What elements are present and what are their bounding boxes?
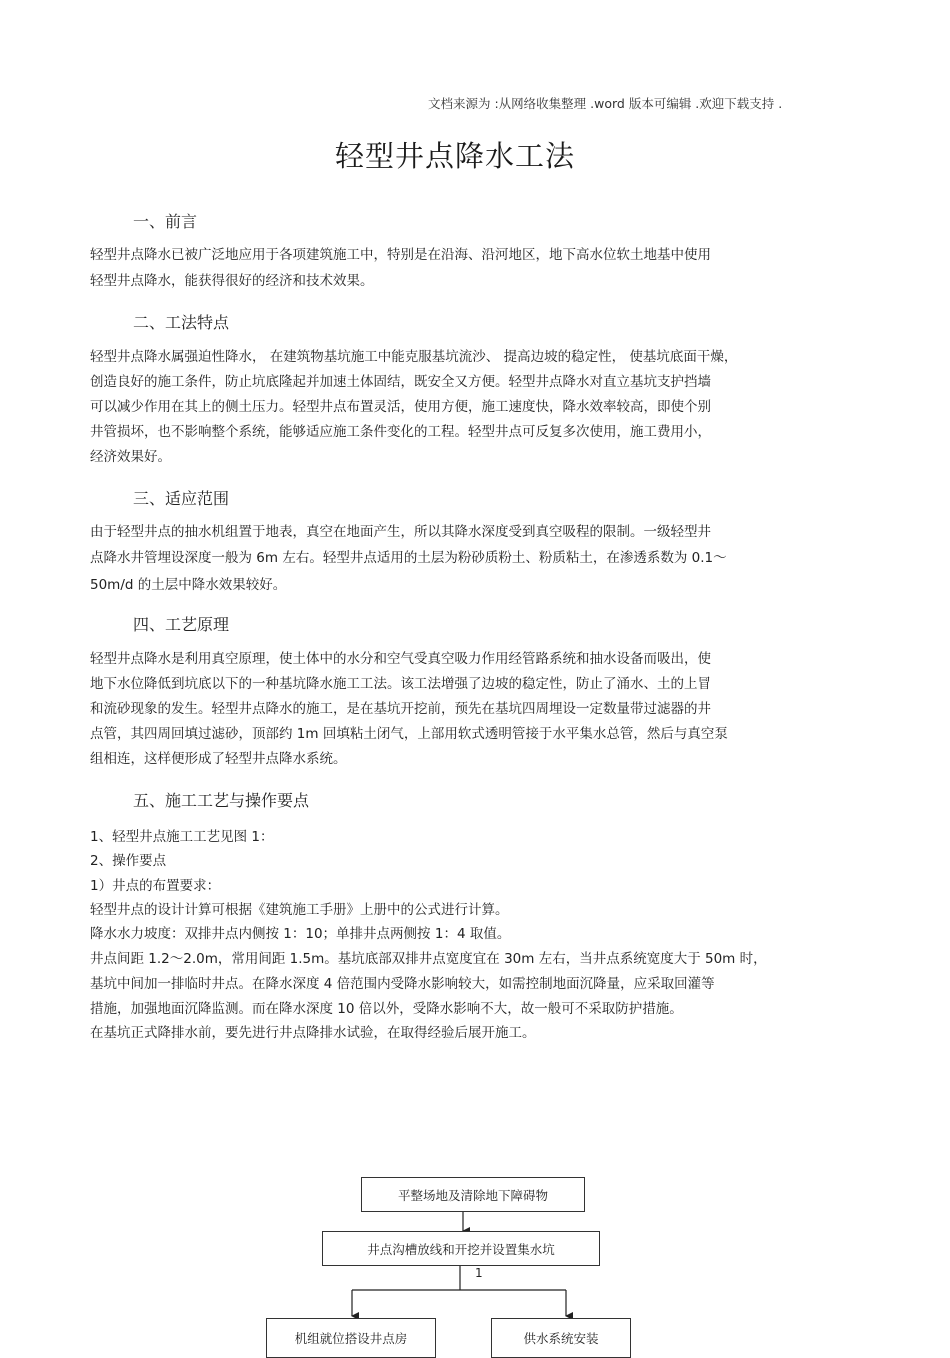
paragraph-line: 经济效果好。: [90, 449, 171, 465]
paragraph-line: 轻型井点降水是利用真空原理，使土体中的水分和空气受真空吸力作用经管路系统和抽水设备而吸出，使: [90, 651, 711, 667]
header-note: 文档来源为 :从网络收集整理 .word 版本可编辑 .欢迎下载支持 .: [428, 96, 783, 111]
page-title: 轻型井点降水工法: [334, 139, 575, 173]
paragraph-line: 1）井点的布置要求：: [90, 878, 221, 894]
paragraph-line: 轻型井点降水，能获得很好的经济和技术效果。: [90, 273, 374, 289]
flow-step-site-clearing: 平整场地及清除地下障碍物: [361, 1177, 585, 1212]
paragraph-line: 井管损坏，也不影响整个系统，能够适应施工条件变化的工程。轻型井点可反复多次使用，施工费用小，: [90, 424, 711, 440]
flow-step-trench-layout: 井点沟槽放线和开挖并设置集水坑: [322, 1231, 600, 1266]
paragraph-line: 轻型井点降水已被广泛地应用于各项建筑施工中，特别是在沿海、沿河地区，地下高水位软土地基中使用: [90, 247, 711, 263]
paragraph-line: 地下水位降低到坑底以下的一种基坑降水施工工法。该工法增强了边坡的稳定性，防止了涌水、土的上冒: [90, 676, 711, 692]
paragraph-line: 和流砂现象的发生。轻型井点降水的施工，是在基坑开挖前，预先在基坑四周埋设一定数量带过滤器的井: [90, 701, 711, 717]
paragraph-line: 50m/d 的土层中降水效果较好。: [90, 577, 287, 593]
paragraph-line: 降水水力坡度：双排井点内侧按 1：10；单排井点两侧按 1：4 取值。: [90, 926, 511, 942]
section-heading-process: 五、施工工艺与操作要点: [133, 791, 310, 810]
flow-mark: 1: [475, 1266, 483, 1280]
paragraph-line: 创造良好的施工条件，防止坑底隆起并加速土体固结，既安全又方便。轻型井点降水对直立基坑支护挡墙: [90, 374, 711, 390]
section-heading-features: 二、工法特点: [133, 313, 230, 332]
paragraph-line: 可以减少作用在其上的侧土压力。轻型井点布置灵活，使用方便，施工速度快，降水效率较高，即使个别: [90, 399, 711, 415]
paragraph-line: 点降水井管埋设深度一般为 6m 左右。轻型井点适用的土层为粉砂质粉土、粉质粘土，在渗透系数为 0.1～: [90, 550, 727, 566]
paragraph-line: 1、轻型井点施工工艺见图 1：: [90, 829, 274, 845]
paragraph-line: 点管，其四周回填过滤砂，顶部约 1m 回填粘土闭气，上部用软式透明管接于水平集水总管，然后与真空泵: [90, 726, 728, 742]
paragraph-line: 2、操作要点: [90, 853, 167, 869]
section-heading-scope: 三、适应范围: [133, 489, 230, 508]
paragraph-line: 轻型井点降水属强迫性降水， 在建筑物基坑施工中能克服基坑流沙、 提高边坡的稳定性， 使基坑底面干燥，: [90, 349, 738, 365]
paragraph-line: 措施，加强地面沉降监测。而在降水深度 10 倍以外，受降水影响不大，故一般可不采取防护措施。: [90, 1001, 683, 1017]
paragraph-line: 组相连，这样便形成了轻型井点降水系统。: [90, 751, 347, 767]
paragraph-line: 轻型井点的设计计算可根据《建筑施工手册》上册中的公式进行计算。: [90, 902, 509, 918]
section-heading-preface: 一、前言: [133, 212, 198, 231]
paragraph-line: 井点间距 1.2～2.0m，常用间距 1.5m。基坑底部双排井点宽度宜在 30m 左右，当井点系统宽度大于 50m 时，: [90, 951, 767, 967]
paragraph-line: 基坑中间加一排临时井点。在降水深度 4 倍范围内受降水影响较大，如需控制地面沉降量，应采取回灌等: [90, 976, 715, 992]
paragraph-line: 由于轻型井点的抽水机组置于地表，真空在地面产生，所以其降水深度受到真空吸程的限制。一级轻型井: [90, 524, 711, 540]
flow-step-unit-setup: 机组就位搭设井点房: [266, 1318, 436, 1358]
section-heading-principle: 四、工艺原理: [133, 615, 230, 634]
paragraph-line: 在基坑正式降排水前，要先进行井点降排水试验，在取得经验后展开施工。: [90, 1025, 536, 1041]
flow-step-water-supply: 供水系统安装: [491, 1318, 631, 1358]
